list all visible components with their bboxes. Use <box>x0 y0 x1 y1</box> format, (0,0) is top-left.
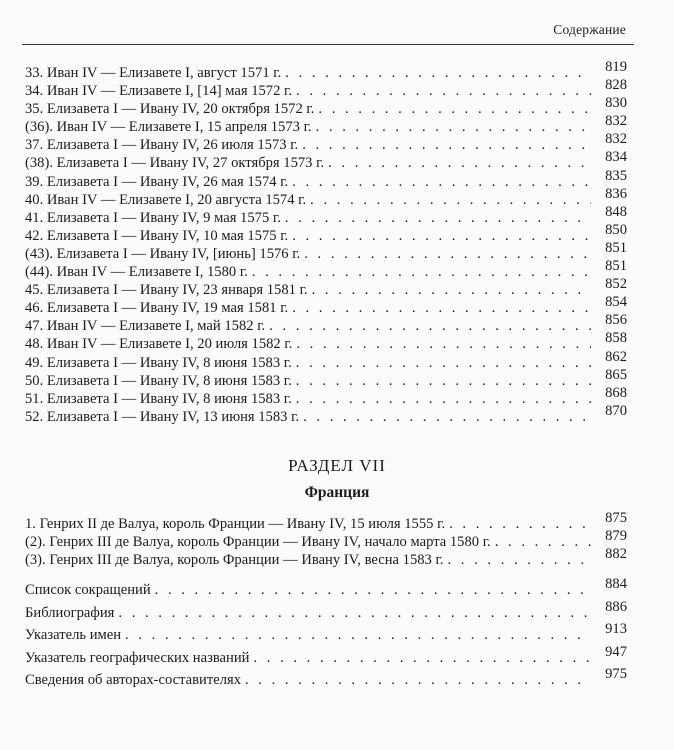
toc-entry[interactable] <box>25 185 627 209</box>
leader-dots <box>269 317 591 335</box>
toc-entry-title: 41. Елизавета I — Ивану IV, 9 мая 1575 г. <box>25 209 281 226</box>
leader-dots <box>449 515 591 533</box>
leader-dots <box>302 136 591 154</box>
toc-entry[interactable] <box>25 621 627 649</box>
toc-entry-title: 40. Иван IV — Елизавете I, 20 августа 1574 г. <box>25 191 307 208</box>
toc-entry-title: (38). Елизавета I — Ивану IV, 27 октября 1573 г. <box>25 155 325 172</box>
toc-entry-title: 34. Иван IV — Елизавете I, [14] мая 1572 г. <box>25 83 293 100</box>
toc-entry-page: 856 <box>605 312 627 329</box>
toc-entry[interactable] <box>25 95 627 118</box>
toc-entry-page: 862 <box>605 348 627 365</box>
toc-entry-title: 35. Елизавета I — Ивану IV, 20 октября 1572 г. <box>25 101 315 118</box>
toc-entry-title: 45. Елизавета I — Ивану IV, 23 января 1581 г. <box>25 282 308 299</box>
toc-entry-title: 39. Елизавета I — Ивану IV, 26 мая 1574 г. <box>25 173 289 190</box>
leader-dots <box>296 354 591 372</box>
toc-entry-page: 852 <box>605 276 627 293</box>
toc-entry-title: Сведения об авторах-составителях <box>25 672 241 689</box>
toc-entry[interactable] <box>25 384 627 408</box>
leader-dots <box>285 209 591 227</box>
toc-entry-title: Указатель географических названий <box>25 649 250 666</box>
toc-entry-title: (44). Иван IV — Елизавете I, 1580 г. <box>25 264 248 281</box>
toc-entry[interactable] <box>25 149 627 172</box>
toc-entry-page: 851 <box>605 258 627 275</box>
toc-entry-page: 865 <box>605 366 627 383</box>
leader-dots <box>125 626 591 644</box>
leader-dots <box>448 551 592 569</box>
toc-entry-page: 879 <box>605 528 627 545</box>
toc-entry-title: 48. Иван IV — Елизавете I, 20 июля 1582 г. <box>25 336 293 353</box>
toc-entry-title: (3). Генрих III де Валуа, король Франции — Ивану IV, весна 1583 г. <box>25 552 444 569</box>
toc-entry-title: 37. Елизавета I — Ивану IV, 26 июля 1573 г. <box>25 137 299 154</box>
toc-entry-page: 835 <box>605 167 627 184</box>
toc-entry-page: 836 <box>605 185 627 202</box>
toc-entry[interactable] <box>25 666 627 694</box>
toc-entry-page: 851 <box>605 239 627 256</box>
toc-entry-page: 832 <box>605 113 627 130</box>
toc-entry-title: Библиография <box>25 604 115 621</box>
toc-entry-page: 848 <box>605 203 627 220</box>
toc-entry[interactable] <box>25 546 627 569</box>
toc-list-appendix <box>25 576 627 694</box>
toc-entry[interactable] <box>25 312 627 335</box>
toc-entry-page: 913 <box>605 621 627 638</box>
toc-entry-page: 832 <box>605 131 627 148</box>
toc-entry[interactable] <box>25 402 627 426</box>
toc-entry-title: 1. Генрих II де Валуа, король Франции — Ивану IV, 15 июля 1555 г. <box>25 516 446 532</box>
section-name: Франция <box>304 484 370 501</box>
toc-entry-page: 875 <box>605 510 627 526</box>
toc-entry-page: 975 <box>605 666 627 683</box>
toc-entry-page: 830 <box>605 95 627 112</box>
leader-dots <box>155 581 591 599</box>
toc-entry-page: 947 <box>605 643 627 660</box>
leader-dots <box>495 533 591 551</box>
leader-dots <box>292 173 591 191</box>
toc-entry[interactable] <box>25 131 627 154</box>
toc-entry[interactable] <box>25 330 627 353</box>
toc-entry-title: 42. Елизавета I — Ивану IV, 10 мая 1575 г. <box>25 227 289 244</box>
toc-entry-page: 886 <box>605 598 627 615</box>
toc-entry-page: 870 <box>605 402 627 419</box>
toc-entry-title: 49. Елизавета I — Ивану IV, 8 июня 1583 г. <box>25 354 292 371</box>
toc-entry-title: (43). Елизавета I — Ивану IV, [июнь] 1576 г. <box>25 245 301 262</box>
toc-entry[interactable] <box>25 77 627 100</box>
section-label: РАЗДЕЛ VII <box>288 456 386 475</box>
leader-dots <box>292 227 591 245</box>
toc-list-france <box>25 510 627 569</box>
toc-entry-page: 834 <box>605 149 627 166</box>
leader-dots <box>296 82 591 100</box>
leader-dots <box>304 245 591 263</box>
leader-dots <box>253 649 591 667</box>
leader-dots <box>296 390 591 408</box>
toc-entry-title: (2). Генрих III де Валуа, король Франции — Ивану IV, начало марта 1580 г. <box>25 534 491 551</box>
leader-dots <box>245 671 591 689</box>
toc-entry[interactable] <box>25 598 627 627</box>
leader-dots <box>285 64 591 82</box>
toc-entry[interactable] <box>25 258 627 281</box>
toc-entry[interactable] <box>25 113 627 136</box>
toc-entry[interactable] <box>25 643 627 672</box>
toc-entry[interactable] <box>25 294 627 317</box>
toc-entry[interactable] <box>25 203 627 227</box>
toc-entry-page: 884 <box>605 576 627 592</box>
toc-entry-title: (36). Иван IV — Елизавете I, 15 апреля 1573 г. <box>25 119 312 136</box>
leader-dots <box>296 335 591 353</box>
toc-list-letters <box>25 59 627 426</box>
toc-entry-page: 882 <box>605 546 627 563</box>
toc-entry[interactable] <box>25 576 627 604</box>
leader-dots <box>118 604 591 622</box>
toc-entry-page: 854 <box>605 294 627 311</box>
toc-entry[interactable] <box>25 348 627 372</box>
toc-entry[interactable] <box>25 510 627 533</box>
toc-entry[interactable] <box>25 276 627 299</box>
toc-entry-title: 33. Иван IV — Елизавете I, август 1571 г. <box>25 65 282 81</box>
toc-entry-title: 52. Елизавета I — Ивану IV, 13 июня 1583 г. <box>25 408 300 425</box>
leader-dots <box>328 154 591 172</box>
toc-entry-title: 51. Елизавета I — Ивану IV, 8 июня 1583 г. <box>25 390 292 407</box>
toc-entry-page: 828 <box>605 77 627 94</box>
leader-dots <box>292 299 591 317</box>
leader-dots <box>310 191 591 209</box>
toc-entry[interactable] <box>25 167 627 191</box>
leader-dots <box>296 372 591 390</box>
toc-entry-page: 868 <box>605 384 627 401</box>
toc-entry-title: Указатель имен <box>25 627 122 644</box>
toc-entry-title: Список сокращений <box>25 582 151 598</box>
toc-entry-title: 47. Иван IV — Елизавете I, май 1582 г. <box>25 318 266 335</box>
leader-dots <box>312 281 591 299</box>
leader-dots <box>252 263 591 281</box>
toc-entry-title: 50. Елизавета I — Ивану IV, 8 июня 1583 г. <box>25 372 292 389</box>
toc-entry[interactable] <box>25 366 627 390</box>
header-rule <box>22 44 634 45</box>
leader-dots <box>303 408 591 426</box>
leader-dots <box>318 100 591 118</box>
toc-entry[interactable] <box>25 239 627 263</box>
running-header-title: Содержание <box>553 22 626 37</box>
toc-entry[interactable] <box>25 528 627 551</box>
toc-entry-page: 850 <box>605 221 627 238</box>
toc-entry-page: 858 <box>605 330 627 347</box>
toc-entry[interactable] <box>25 59 627 82</box>
toc-entry-page: 819 <box>605 59 627 75</box>
toc-entry-title: 46. Елизавета I — Ивану IV, 19 мая 1581 г. <box>25 300 289 317</box>
leader-dots <box>316 118 591 136</box>
toc-entry[interactable] <box>25 221 627 245</box>
